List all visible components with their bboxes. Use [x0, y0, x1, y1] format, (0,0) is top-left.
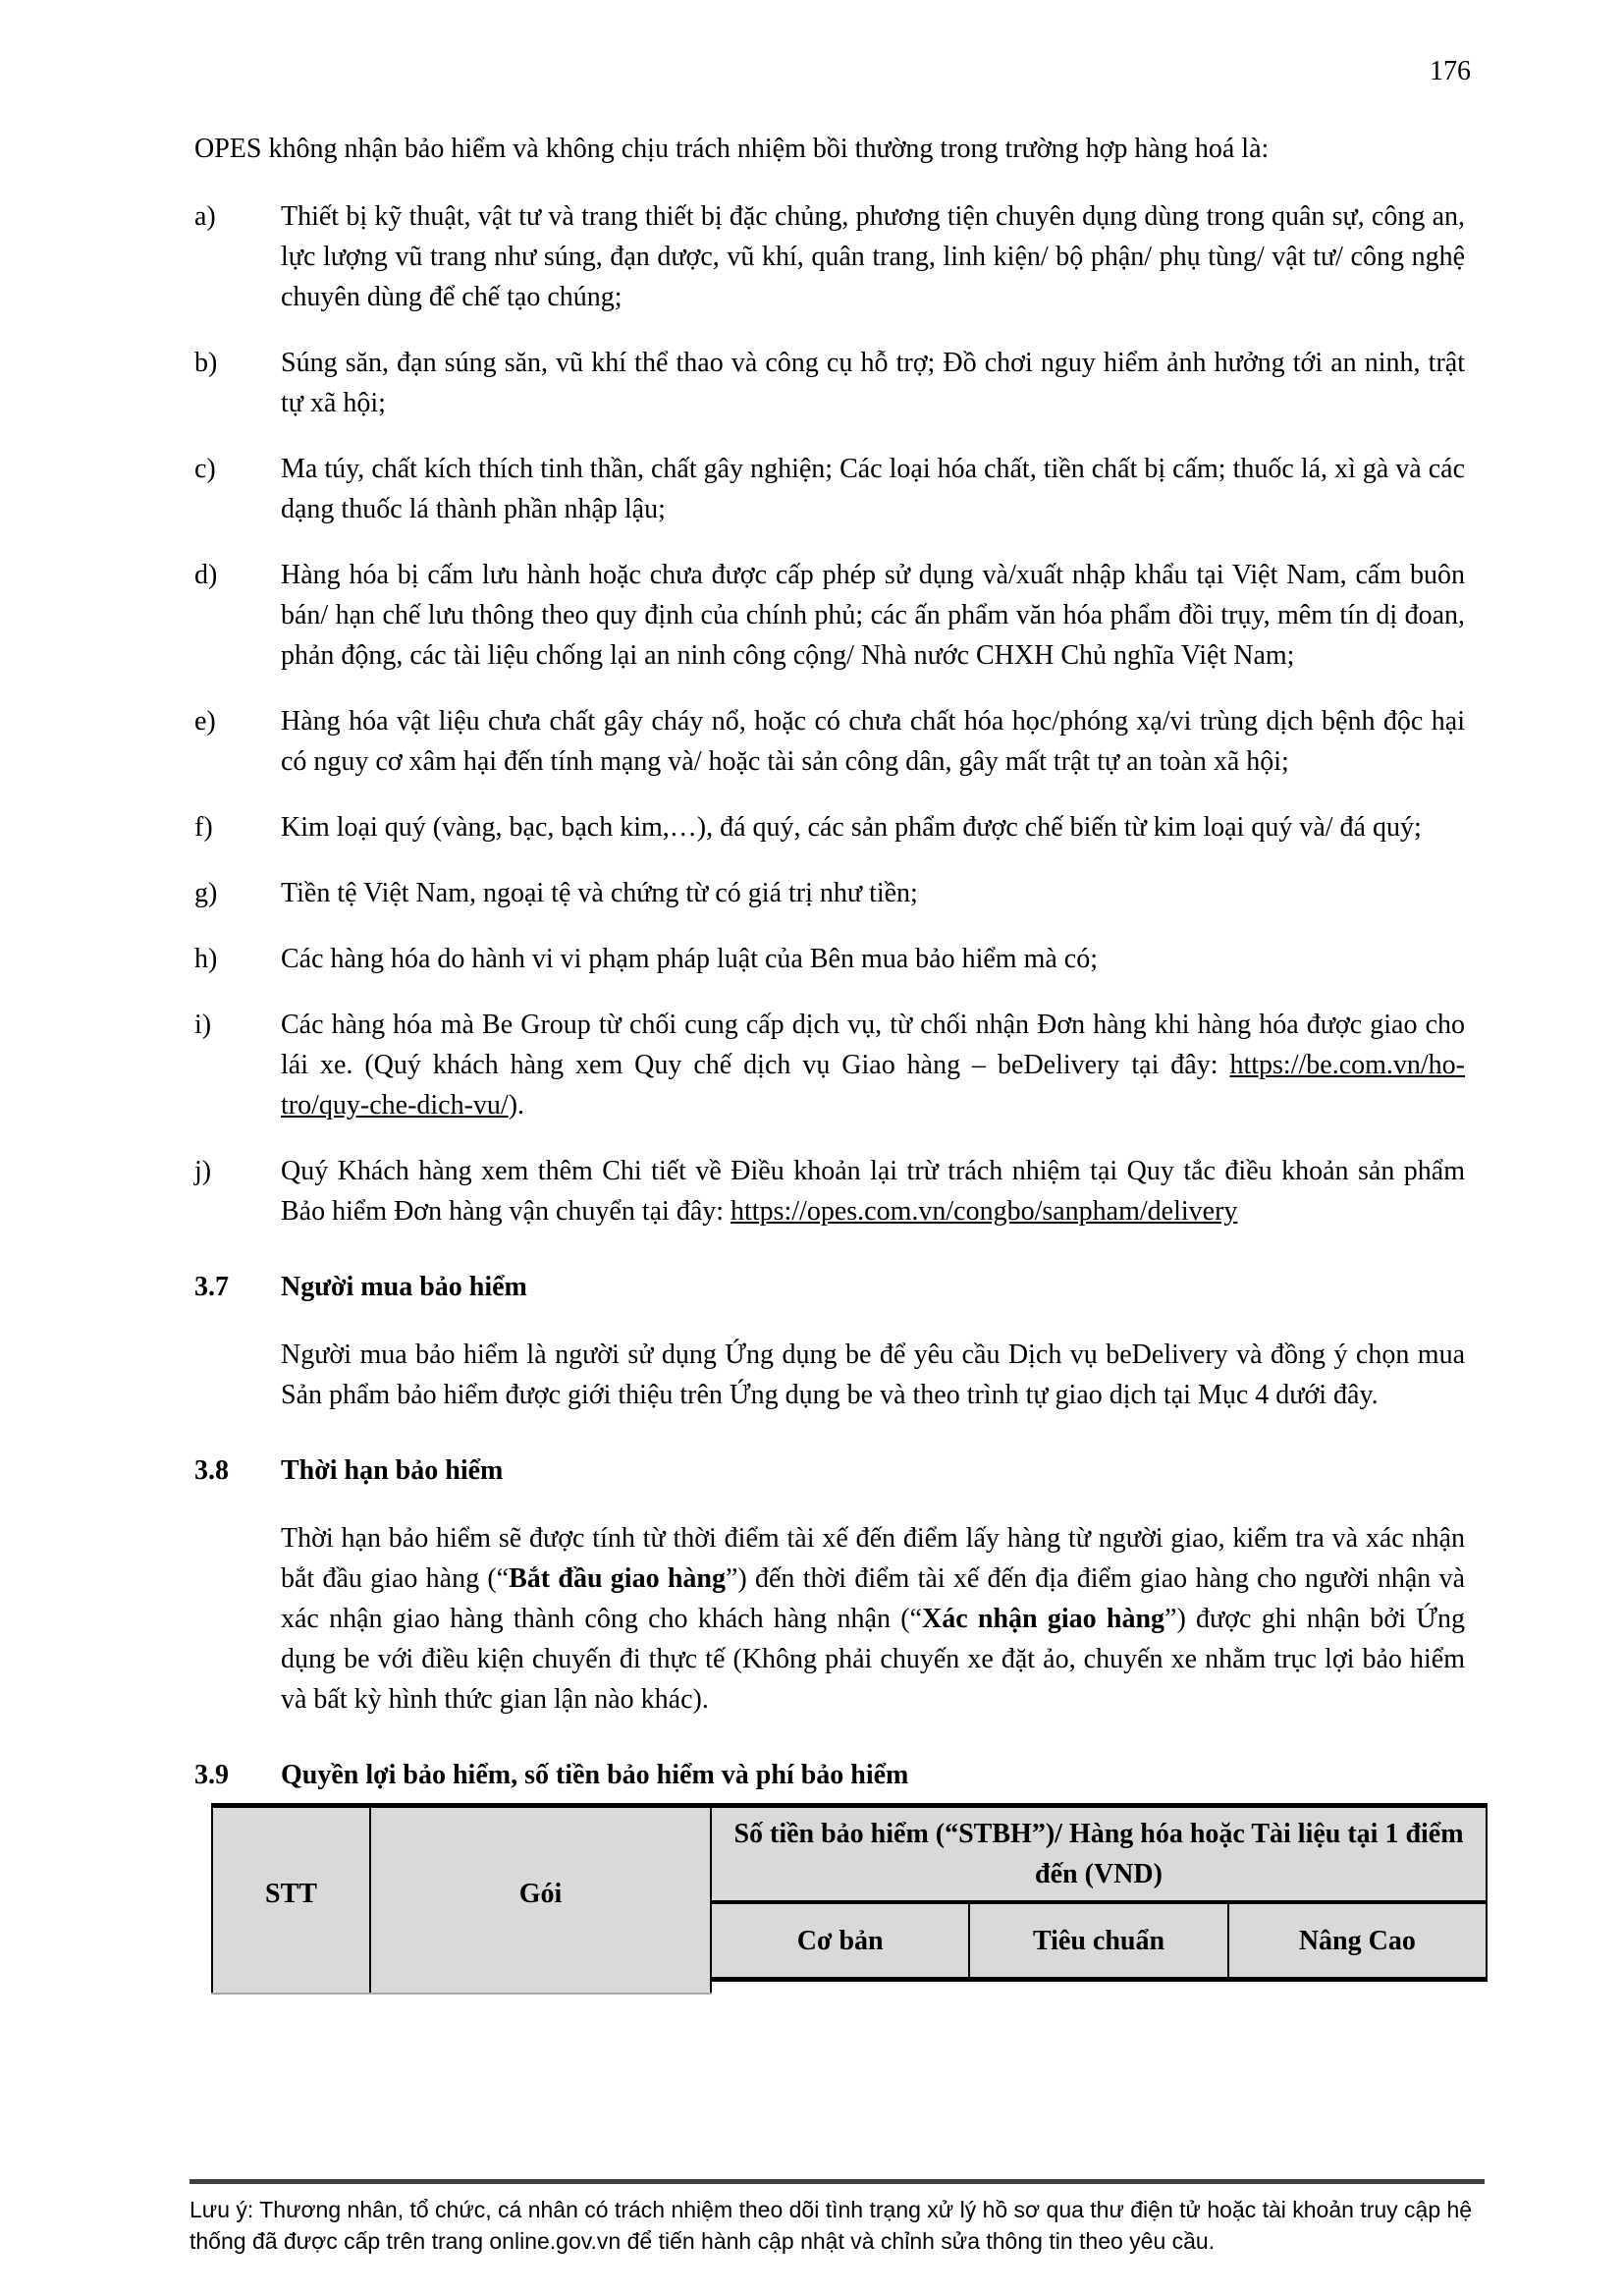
bold-term-bat-dau-giao-hang: Bắt đầu giao hàng — [509, 1563, 726, 1594]
list-item-text: Tiền tệ Việt Nam, ngoại tệ và chứng từ có giá trị như tiền; — [281, 878, 918, 908]
table-header-goi: Gói — [370, 1806, 711, 1980]
section-body-3-7: Người mua bảo hiểm là người sử dụng Ứng dụng be để yêu cầu Dịch vụ beDelivery và đồng ý chọn mua Sản phẩm bảo hiểm được giới thiệu trên Ứng dụng be và theo trình tự giao dịch tại Mục 4 dưới đây. — [281, 1339, 1465, 1410]
list-item-text: Thiết bị kỹ thuật, vật tư và trang thiết bị đặc chủng, phương tiện chuyên dụng dùng trong quân sự, công an, lực lượng vũ trang như súng, đạn dược, vũ khí, quân trang, linh kiện/ bộ phận/ phụ tùng/ vật tư/ công nghệ chuyên dùng để chế tạo chúng; — [281, 201, 1465, 312]
list-item-text — [281, 1005, 1465, 1125]
footer-divider — [189, 2179, 1485, 2184]
table-stub-empty — [711, 1980, 1487, 1995]
list-item-text: Hàng hóa vật liệu chưa chất gây cháy nổ, hoặc có chưa chất hóa học/phóng xạ/vi trùng dịch bệnh độc hại có nguy cơ xâm hại đến tính mạng và/ hoặc tài sản công dân, gây mất trật tự an toàn xã hội; — [281, 706, 1465, 777]
list-item-label: i) — [194, 1010, 212, 1040]
section-title: Quyền lợi bảo hiểm, số tiền bảo hiểm và phí bảo hiểm — [281, 1760, 909, 1790]
table-header-stt: STT — [212, 1806, 370, 1980]
page-footer — [189, 2179, 1485, 2257]
table-header-co-ban: Cơ bản — [711, 1902, 969, 1980]
list-item-label: e) — [194, 706, 216, 737]
be-quy-che-dich-vu-link[interactable]: https://be.com.vn/ho-tro/quy-che-dich-vu/ — [281, 1050, 1465, 1121]
list-item-label: b) — [194, 348, 218, 378]
section-body-text: ”) được ghi nhận bởi Ứng dụng be với điều kiện chuyến đi thực tế (Không phải chuyến xe đặt ảo, chuyến xe nhằm trục lợi bảo hiểm và bất kỳ hình thức gian lận nào khác). — [281, 1604, 1465, 1715]
section-number: 3.7 — [194, 1272, 229, 1302]
list-item-i — [194, 1005, 1465, 1125]
table-header-stbh: Số tiền bảo hiểm (“STBH”)/ Hàng hóa hoặc Tài liệu tại 1 điểm đến (VND) — [711, 1806, 1487, 1903]
bold-term-xac-nhan-giao-hang: Xác nhận giao hàng — [921, 1604, 1165, 1634]
section-heading-3-9 — [194, 1755, 1465, 1795]
list-item-h — [194, 939, 1465, 979]
list-item-label: g) — [194, 878, 218, 908]
table-header-nang-cao: Nâng Cao — [1228, 1902, 1487, 1980]
list-item-a — [194, 196, 1465, 317]
list-item-c — [194, 449, 1465, 529]
section-title: Người mua bảo hiểm — [281, 1272, 527, 1302]
list-item-text: Các hàng hóa do hành vi vi phạm pháp luật của Bên mua bảo hiểm mà có; — [281, 944, 1098, 974]
list-item-text-pre: Quý Khách hàng xem thêm Chi tiết về Điều khoản lại trừ trách nhiệm tại Quy tắc điều khoản sản phẩm Bảo hiểm Đơn hàng vận chuyển tại đây: — [281, 1156, 1465, 1227]
list-item-d — [194, 555, 1465, 676]
list-item-f — [194, 807, 1465, 847]
list-item-label: a) — [194, 201, 216, 232]
list-item-text: Ma túy, chất kích thích tinh thần, chất gây nghiện; Các loại hóa chất, tiền chất bị cấm; thuốc lá, xì gà và các dạng thuốc lá thành phần nhập lậu; — [281, 454, 1465, 524]
list-item-text: Súng săn, đạn súng săn, vũ khí thể thao và công cụ hỗ trợ; Đồ chơi nguy hiểm ảnh hưởng tới an ninh, trật tự xã hội; — [281, 348, 1465, 418]
section-body-3-8 — [281, 1518, 1465, 1720]
list-item-text: Kim loại quý (vàng, bạc, bạch kim,…), đá quý, các sản phẩm được chế biến từ kim loại quý và/ đá quý; — [281, 812, 1422, 843]
list-item-g — [194, 873, 1465, 913]
list-item-label: j) — [194, 1156, 212, 1186]
benefit-table — [211, 1803, 1488, 1995]
table-stub-goi — [370, 1980, 711, 1995]
section-title: Thời hạn bảo hiểm — [281, 1455, 504, 1486]
list-item-b — [194, 343, 1465, 423]
section-number: 3.8 — [194, 1455, 229, 1486]
section-heading-3-8 — [194, 1450, 1465, 1491]
table-header-tieu-chuan: Tiêu chuẩn — [969, 1902, 1227, 1980]
list-item-label: d) — [194, 560, 218, 590]
section-number: 3.9 — [194, 1760, 229, 1790]
list-item-label: c) — [194, 454, 216, 484]
list-item-j — [194, 1151, 1465, 1231]
list-item-label: h) — [194, 944, 218, 974]
page-number: 176 — [1430, 56, 1471, 86]
list-item-text-post: ). — [508, 1090, 525, 1121]
intro-paragraph: OPES không nhận bảo hiểm và không chịu trách nhiệm bồi thường trong trường hợp hàng hoá là: — [194, 134, 1270, 164]
list-item-e — [194, 701, 1465, 782]
section-body-text: Thời hạn bảo hiểm sẽ được tính từ thời điểm tài xế đến điểm lấy hàng từ người giao, kiểm tra và xác nhận bắt đầu giao hàng (“ — [281, 1523, 1465, 1594]
list-item-text: Hàng hóa bị cấm lưu hành hoặc chưa được cấp phép sử dụng và/xuất nhập khẩu tại Việt Nam, cấm buôn bán/ hạn chế lưu thông theo quy định của chính phủ; các ấn phẩm văn hóa phẩm đồi trụy, mêm tín dị đoan, phản động, các tài liệu chống lại an ninh công cộng/ Nhà nước CHXH Chủ nghĩa Việt Nam; — [281, 560, 1465, 671]
table-continuation-row — [212, 1980, 1487, 1995]
section-heading-3-7 — [194, 1267, 1465, 1307]
table-stub-stt — [212, 1980, 370, 1995]
section-body-text: ”) đến thời điểm tài xế đến địa điểm giao hàng cho người nhận và xác nhận giao hàng thành công cho khách hàng nhận (“ — [281, 1563, 1465, 1634]
footer-note: Lưu ý: Thương nhân, tổ chức, cá nhân có trách nhiệm theo dõi tình trạng xử lý hồ sơ qua thư điện tử hoặc tài khoản truy cập hệ thống đã được cấp trên trang online.gov.vn để tiến hành cập nhật và chỉnh sửa thông tin theo yêu cầu. — [189, 2197, 1473, 2254]
table-header-row — [212, 1806, 1487, 1903]
list-item-label: f) — [194, 812, 213, 843]
list-item-text-pre: Các hàng hóa mà Be Group từ chối cung cấp dịch vụ, từ chối nhận Đơn hàng khi hàng hóa được giao cho lái xe. (Quý khách hàng xem Quy chế dịch vụ Giao hàng – beDelivery tại đây: — [281, 1010, 1465, 1080]
list-item-text — [281, 1151, 1465, 1231]
opes-sanpham-delivery-link[interactable]: https://opes.com.vn/congbo/sanpham/delivery — [731, 1196, 1238, 1227]
